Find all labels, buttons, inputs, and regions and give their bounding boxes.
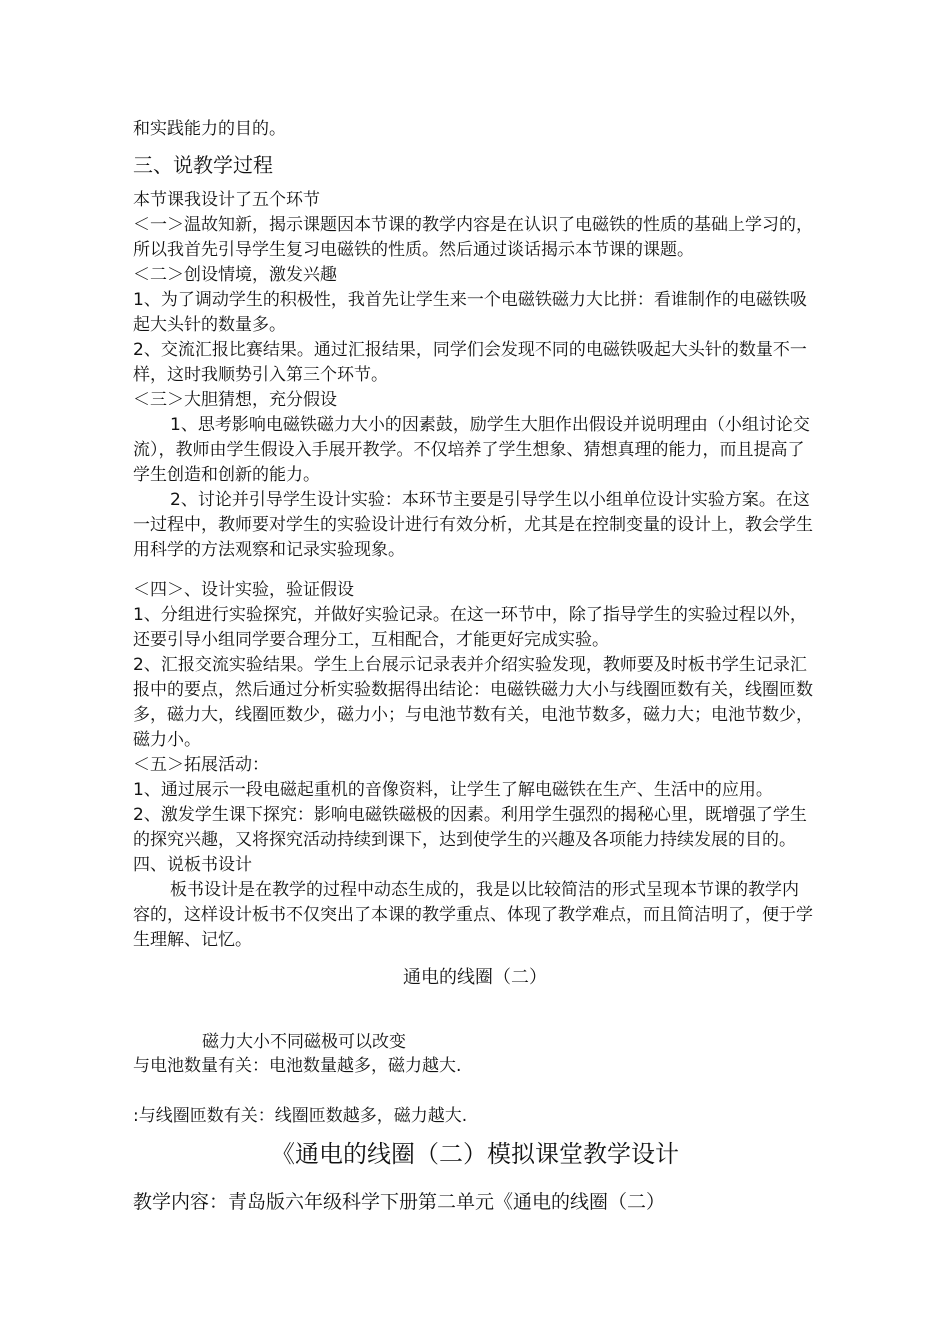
text-line: 的探究兴趣，又将探究活动持续到课下，达到使学生的兴趣及各项能力持续发展的目的。 <box>133 830 796 850</box>
text-line: ＜四＞、设计实验，验证假设 <box>133 580 354 600</box>
text-line: 容的，这样设计板书不仅突出了本课的教学重点、体现了教学难点，而且简洁明了，便于学 <box>133 905 813 925</box>
text-line: 多，磁力大，线圈匝数少，磁力小；与电池节数有关，电池节数多，磁力大；电池节数少， <box>133 705 813 725</box>
text-line: 一过程中，教师要对学生的实验设计进行有效分析，尤其是在控制变量的设计上，教会学生 <box>133 515 813 535</box>
text-line: 学生创造和创新的能力。 <box>133 465 320 485</box>
text-line: 2、交流汇报比赛结果。通过汇报结果，同学们会发现不同的电磁铁吸起大头针的数量不一 <box>133 340 807 360</box>
board-title: 通电的线圈（二） <box>403 967 547 988</box>
teaching-content: 教学内容：青岛版六年级科学下册第二单元《通电的线圈（二） <box>133 1191 666 1213</box>
text-line: 1、为了调动学生的积极性，我首先让学生来一个电磁铁磁力大比拼：看谁制作的电磁铁吸 <box>133 290 807 310</box>
text-line: ＜三＞大胆猜想，充分假设 <box>133 390 337 410</box>
text-line: ＜一＞温故知新，揭示课题因本节课的教学内容是在认识了电磁铁的性质的基础上学习的， <box>133 215 813 235</box>
text-line: 生理解、记忆。 <box>133 930 252 950</box>
section-heading: 四、说板书设计 <box>133 855 252 875</box>
text-line: 还要引导小组同学要合理分工，互相配合，才能更好完成实验。 <box>133 630 609 650</box>
board-line: 与电池数量有关：电池数量越多，磁力越大. <box>133 1056 462 1076</box>
text-line: 用科学的方法观察和记录实验现象。 <box>133 540 405 560</box>
section-heading: 三、说教学过程 <box>133 153 273 177</box>
text-line: 起大头针的数量多。 <box>133 315 286 335</box>
text-line: 磁力小。 <box>133 730 201 750</box>
text-line: 和实践能力的目的。 <box>133 119 286 139</box>
text-line: ＜二＞创设情境，激发兴趣 <box>133 265 337 285</box>
text-line: 板书设计是在教学的过程中动态生成的，我是以比较简洁的形式呈现本节课的教学内 <box>170 880 799 900</box>
text-line: 1、通过展示一段电磁起重机的音像资料，让学生了解电磁铁在生产、生活中的应用。 <box>133 780 773 800</box>
text-line: 2、激发学生课下探究：影响电磁铁磁极的因素。利用学生强烈的揭秘心里，既增强了学生 <box>133 805 807 825</box>
board-line: :与线圈匝数有关：线圈匝数越多，磁力越大. <box>133 1106 468 1126</box>
text-line: 流），教师由学生假设入手展开教学。不仅培养了学生想象、猜想真理的能力，而且提高了 <box>133 440 805 460</box>
text-line: 所以我首先引导学生复习电磁铁的性质。然后通过谈话揭示本节课的课题。 <box>133 240 694 260</box>
text-line: ＜五＞拓展活动： <box>133 755 269 775</box>
text-line: 样，这时我顺势引入第三个环节。 <box>133 365 388 385</box>
text-line: 2、讨论并引导学生设计实验：本环节主要是引导学生以小组单位设计实验方案。在这 <box>170 490 810 510</box>
text-line: 1、分组进行实验探究，并做好实验记录。在这一环节中，除了指导学生的实验过程以外， <box>133 605 807 625</box>
board-line: 磁力大小不同磁极可以改变 <box>202 1032 406 1052</box>
text-line: 本节课我设计了五个环节 <box>133 190 320 210</box>
text-line: 报中的要点，然后通过分析实验数据得出结论：电磁铁磁力大小与线圈匝数有关，线圈匝数 <box>133 680 813 700</box>
text-line: 1、思考影响电磁铁磁力大小的因素鼓，励学生大胆作出假设并说明理由（小组讨论交 <box>170 415 810 435</box>
text-line: 2、汇报交流实验结果。学生上台展示记录表并介绍实验发现，教师要及时板书学生记录汇 <box>133 655 807 675</box>
document-title: 《通电的线圈（二）模拟课堂教学设计 <box>271 1140 679 1168</box>
